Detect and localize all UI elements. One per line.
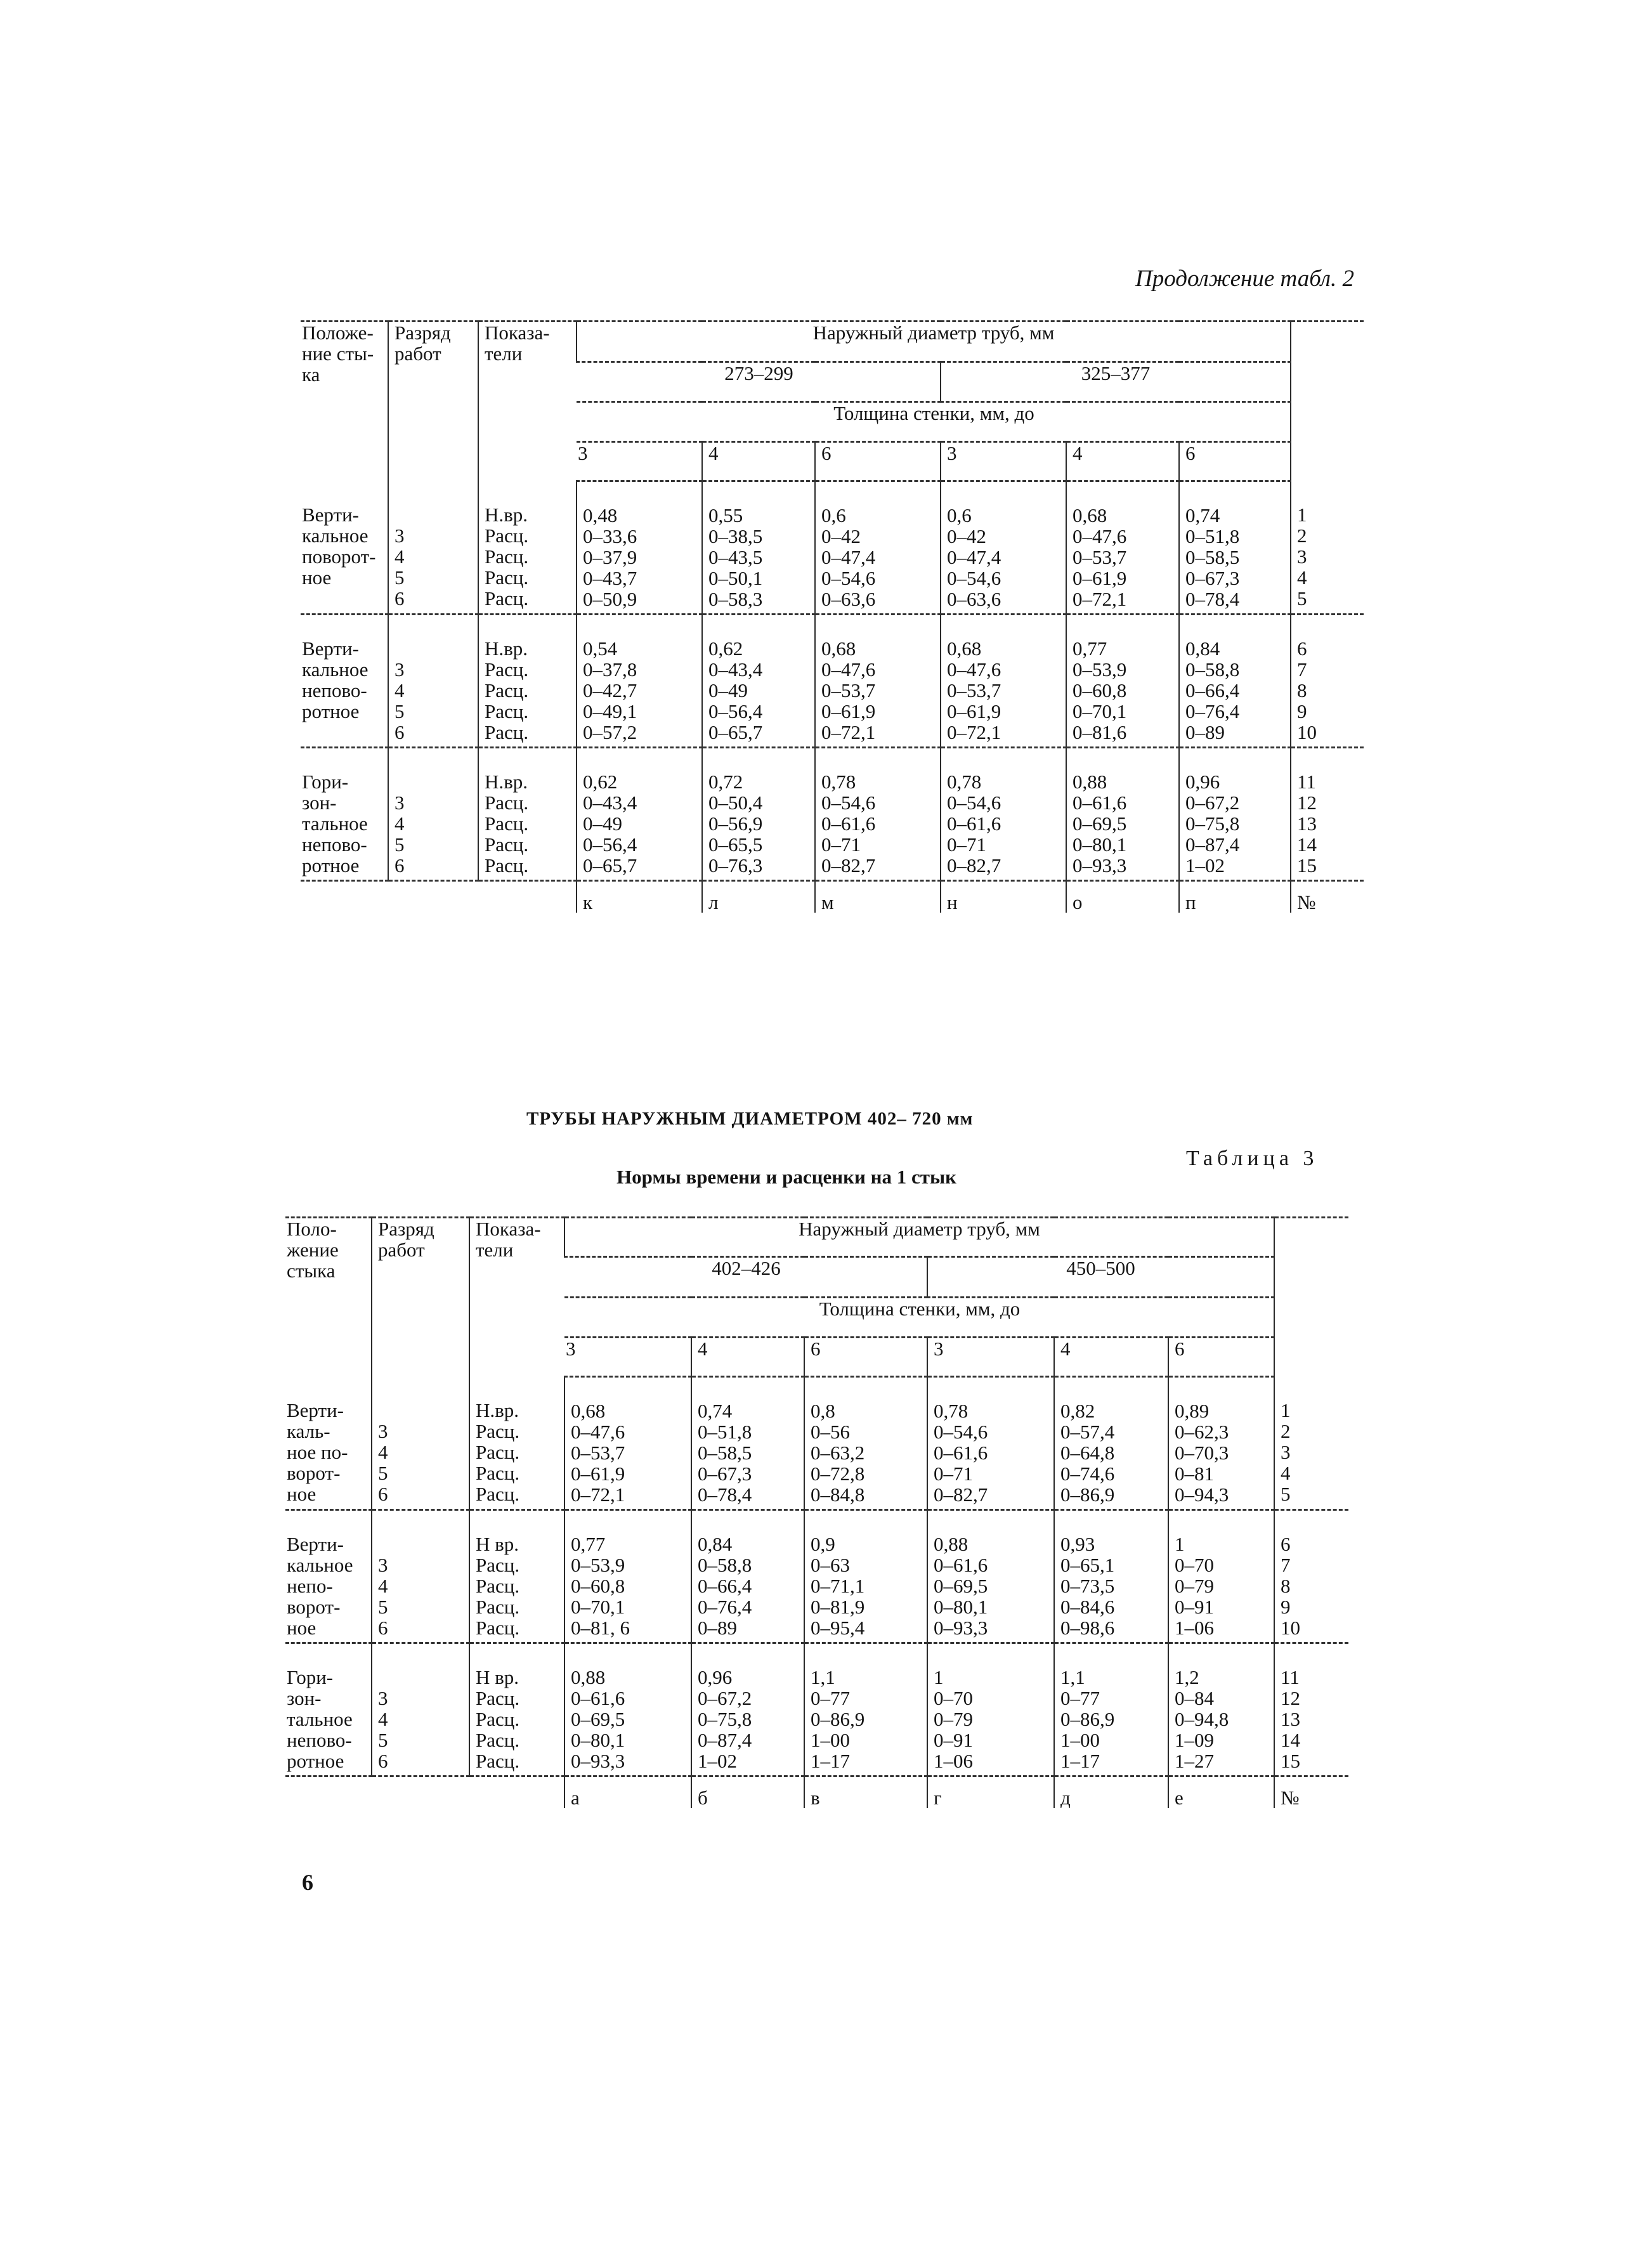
column-letter: м [815, 881, 941, 913]
header-range-2: 325–377 [941, 362, 1291, 402]
row-group-horizontal-fixed [285, 1643, 1348, 1776]
footer-blank [285, 1776, 372, 1809]
footer-blank [372, 1776, 469, 1809]
grade-cell: 3 4 5 6 [388, 615, 478, 748]
indicator-cell: Н.вр. Расц. Расц. Расц. Расц. [478, 615, 577, 748]
header-indicator: Показа- тели [469, 1218, 564, 1377]
row-group-horizontal-fixed [301, 748, 1364, 881]
value-cell: 1,2 0–84 0–94,8 1–09 1–27 [1168, 1643, 1274, 1776]
value-cell: 0,96 0–67,2 0–75,8 0–87,4 1–02 [691, 1643, 804, 1776]
value-cell: 0,68 0–47,6 0–53,7 0–61,9 0–72,1 [815, 615, 941, 748]
value-cell: 0,9 0–63 0–71,1 0–81,9 0–95,4 [804, 1510, 927, 1643]
indicator-cell: Н.вр. Расц. Расц. Расц. Расц. [469, 1377, 564, 1510]
header-wall-5: 4 [1066, 442, 1179, 481]
value-cell: 0,88 0–61,6 0–69,5 0–80,1 0–93,3 [1066, 748, 1179, 881]
value-cell: 0,62 0–43,4 0–49 0–56,4 0–65,7 [702, 615, 815, 748]
row-group-vertical-fixed [285, 1510, 1348, 1643]
column-number-sign: № [1291, 881, 1364, 913]
position-cell: Верти- кальное непо- ворот- ное [285, 1510, 372, 1643]
header-position: Положе- ние сты- ка [301, 322, 388, 481]
value-cell: 0,8 0–56 0–63,2 0–72,8 0–84,8 [804, 1377, 927, 1510]
header-wall-3: 6 [804, 1338, 927, 1377]
header-position: Поло- жение стыка [285, 1218, 372, 1377]
value-cell: 0,48 0–33,6 0–37,9 0–43,7 0–50,9 [577, 481, 702, 615]
header-number-blank [1291, 322, 1364, 481]
value-cell: 0,96 0–67,2 0–75,8 0–87,4 1–02 [1179, 748, 1291, 881]
footer-blank [388, 881, 478, 913]
header-wall-1: 3 [564, 1338, 691, 1377]
header-number-blank [1274, 1218, 1348, 1377]
column-letter: п [1179, 881, 1291, 913]
value-cell: 0,78 0–54,6 0–61,6 0–71 0–82,7 [815, 748, 941, 881]
value-cell: 0,88 0–61,6 0–69,5 0–80,1 0–93,3 [564, 1643, 691, 1776]
footer-blank [469, 1776, 564, 1809]
row-number-cell: 1 2 3 4 5 [1274, 1377, 1348, 1510]
value-cell: 0,68 0–47,6 0–53,7 0–61,9 0–72,1 [941, 615, 1066, 748]
header-grade: Разряд работ [372, 1218, 469, 1377]
column-letter: е [1168, 1776, 1274, 1809]
header-indicator: Показа- тели [478, 322, 577, 481]
value-cell: 0,54 0–37,8 0–42,7 0–49,1 0–57,2 [577, 615, 702, 748]
value-cell: 0,6 0–42 0–47,4 0–54,6 0–63,6 [815, 481, 941, 615]
position-cell: Гори- зон- тальное непово- ротное [285, 1643, 372, 1776]
row-number-cell: 6 7 8 9 10 [1274, 1510, 1348, 1643]
row-group-vertical-rotary [301, 481, 1364, 615]
column-letter: в [804, 1776, 927, 1809]
column-letter: б [691, 1776, 804, 1809]
value-cell: 0,62 0–43,4 0–49 0–56,4 0–65,7 [577, 748, 702, 881]
row-group-vertical-fixed [301, 615, 1364, 748]
header-wall-3: 6 [815, 442, 941, 481]
section-heading: ТРУБЫ НАРУЖНЫМ ДИАМЕТРОМ 402– 720 мм [526, 1109, 974, 1129]
footer-blank [478, 881, 577, 913]
header-grade: Разряд работ [388, 322, 478, 481]
norms-table-3 [285, 1216, 1348, 1808]
value-cell: 0,78 0–54,6 0–61,6 0–71 0–82,7 [941, 748, 1066, 881]
column-letter: г [927, 1776, 1054, 1809]
header-outer-diameter: Наружный диаметр труб, мм [577, 322, 1291, 362]
indicator-cell: Н вр. Расц. Расц. Расц. Расц. [469, 1643, 564, 1776]
grade-cell: 3 4 5 6 [388, 748, 478, 881]
row-number-cell: 11 12 13 14 15 [1291, 748, 1364, 881]
continuation-label: Продолжение табл. 2 [1135, 266, 1355, 292]
value-cell: 0,78 0–54,6 0–61,6 0–71 0–82,7 [927, 1377, 1054, 1510]
row-number-cell: 6 7 8 9 10 [1291, 615, 1364, 748]
position-cell: Верти- кальное поворот- ное [301, 481, 388, 615]
header-wall-thickness: Толщина стенки, мм, до [577, 402, 1291, 442]
value-cell: 1 0–70 0–79 0–91 1–06 [1168, 1510, 1274, 1643]
header-wall-4: 3 [927, 1338, 1054, 1377]
value-cell: 0,72 0–50,4 0–56,9 0–65,5 0–76,3 [702, 748, 815, 881]
header-wall-6: 6 [1179, 442, 1291, 481]
header-wall-6: 6 [1168, 1338, 1274, 1377]
value-cell: 0,6 0–42 0–47,4 0–54,6 0–63,6 [941, 481, 1066, 615]
footer-blank [301, 881, 388, 913]
value-cell: 0,68 0–47,6 0–53,7 0–61,9 0–72,1 [1066, 481, 1179, 615]
header-wall-thickness: Толщина стенки, мм, до [564, 1298, 1274, 1338]
value-cell: 0,93 0–65,1 0–73,5 0–84,6 0–98,6 [1054, 1510, 1168, 1643]
value-cell: 0,77 0–53,9 0–60,8 0–70,1 0–81, 6 [564, 1510, 691, 1643]
value-cell: 0,84 0–58,8 0–66,4 0–76,4 0–89 [1179, 615, 1291, 748]
header-range-1: 273–299 [577, 362, 941, 402]
header-wall-2: 4 [691, 1338, 804, 1377]
position-cell: Верти- кальное непово- ротное [301, 615, 388, 748]
header-wall-5: 4 [1054, 1338, 1168, 1377]
position-cell: Верти- каль- ное по- ворот- ное [285, 1377, 372, 1510]
value-cell: 0,74 0–51,8 0–58,5 0–67,3 0–78,4 [1179, 481, 1291, 615]
indicator-cell: Н.вр. Расц. Расц. Расц. Расц. [478, 748, 577, 881]
grade-cell: 3 4 5 6 [372, 1643, 469, 1776]
value-cell: 0,74 0–51,8 0–58,5 0–67,3 0–78,4 [691, 1377, 804, 1510]
value-cell: 0,77 0–53,9 0–60,8 0–70,1 0–81,6 [1066, 615, 1179, 748]
value-cell: 1,1 0–77 0–86,9 1–00 1–17 [804, 1643, 927, 1776]
column-letter: а [564, 1776, 691, 1809]
table-number-label: Таблица 3 [1186, 1147, 1319, 1170]
row-number-cell: 1 2 3 4 5 [1291, 481, 1364, 615]
value-cell: 1,1 0–77 0–86,9 1–00 1–17 [1054, 1643, 1168, 1776]
column-letter: д [1054, 1776, 1168, 1809]
header-wall-2: 4 [702, 442, 815, 481]
indicator-cell: Н.вр. Расц. Расц. Расц. Расц. [478, 481, 577, 615]
header-outer-diameter: Наружный диаметр труб, мм [564, 1218, 1274, 1257]
value-cell: 0,84 0–58,8 0–66,4 0–76,4 0–89 [691, 1510, 804, 1643]
indicator-cell: Н вр. Расц. Расц. Расц. Расц. [469, 1510, 564, 1643]
table-subheading: Нормы времени и расценки на 1 стык [616, 1166, 957, 1188]
value-cell: 0,89 0–62,3 0–70,3 0–81 0–94,3 [1168, 1377, 1274, 1510]
row-number-cell: 11 12 13 14 15 [1274, 1643, 1348, 1776]
position-cell: Гори- зон- тальное непово- ротное [301, 748, 388, 881]
column-letter: к [577, 881, 702, 913]
norms-table-continued [301, 320, 1364, 913]
header-wall-1: 3 [577, 442, 702, 481]
column-number-sign: № [1274, 1776, 1348, 1809]
column-letter: о [1066, 881, 1179, 913]
header-wall-4: 3 [941, 442, 1066, 481]
column-letter: н [941, 881, 1066, 913]
column-letter: л [702, 881, 815, 913]
page-number: 6 [302, 1870, 313, 1895]
grade-cell: 3 4 5 6 [372, 1510, 469, 1643]
value-cell: 0,82 0–57,4 0–64,8 0–74,6 0–86,9 [1054, 1377, 1168, 1510]
header-range-1: 402–426 [564, 1257, 927, 1298]
value-cell: 0,88 0–61,6 0–69,5 0–80,1 0–93,3 [927, 1510, 1054, 1643]
row-group-vertical-rotary [285, 1377, 1348, 1510]
grade-cell: 3 4 5 6 [372, 1377, 469, 1510]
header-range-2: 450–500 [927, 1257, 1274, 1298]
value-cell: 1 0–70 0–79 0–91 1–06 [927, 1643, 1054, 1776]
grade-cell: 3 4 5 6 [388, 481, 478, 615]
value-cell: 0,55 0–38,5 0–43,5 0–50,1 0–58,3 [702, 481, 815, 615]
value-cell: 0,68 0–47,6 0–53,7 0–61,9 0–72,1 [564, 1377, 691, 1510]
